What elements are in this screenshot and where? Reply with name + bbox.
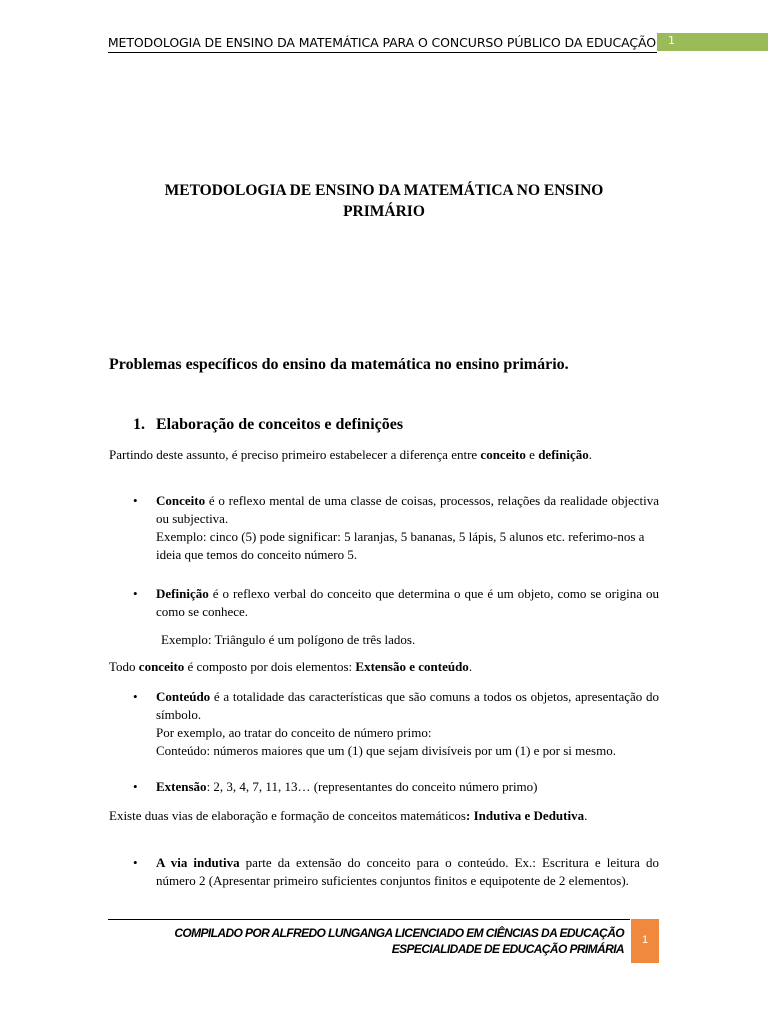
todo-text-e: . [468,659,473,674]
conteudo-example: Conteúdo: números maiores que um (1) que sejam divisíveis por um (1) e por si mesmo. [156,743,616,758]
todo-term-conceito: conceito [138,659,185,674]
footer-credit [0,925,624,957]
footer-divider [108,919,630,920]
intro-text-a: Partindo deste assunto, é preciso primeiro estabelecer a diferença entre [109,447,481,462]
extensao-text: : 2, 3, 4, 7, 11, 13… (representantes do conceito número primo) [206,779,538,794]
footer-line-1: COMPILADO POR ALFREDO LUNGANGA LICENCIADO EM CIÊNCIAS DA EDUCAÇÃO [174,926,624,940]
indutiva-text: parte da extensão do conceito para o conteúdo. Ex.: Escritura e leitura do número 2 (Apresentar primeiro suficientes conjuntos finitos e equipotente de 2 elementos). [156,855,659,888]
running-header: METODOLOGIA DE ENSINO DA MATEMÁTICA PARA O CONCURSO PÚBLICO DA EDUCAÇÃO [107,35,656,50]
indutiva-term: A via indutiva [156,855,240,870]
header-page-number: 1 [668,34,675,47]
bullet-conceito: • [133,493,138,508]
indutiva-definition [156,854,659,890]
vias-text-a: Existe duas vias de elaboração e formação de conceitos matemáticos [109,808,466,823]
conceito-term: Conceito [156,493,206,508]
definicao-term: Definição [156,586,209,601]
intro-term-definicao: definição [538,447,589,462]
footer-page-number: 1 [641,934,649,946]
conteudo-example-intro: Por exemplo, ao tratar do conceito de número primo: [156,725,432,740]
conteudo-definition [156,688,659,724]
conceito-example: Exemplo: cinco (5) pode significar: 5 laranjas, 5 bananas, 5 lápis, 5 alunos etc. referimo-nos a ideia que temos do conceito número 5. [156,529,645,562]
vias-paragraph [109,807,659,825]
document-title [100,180,668,222]
conceito-text: é o reflexo mental de uma classe de coisas, processos, relações da realidade objectiva ou subjectiva. [156,493,659,526]
conteudo-term: Conteúdo [156,689,211,704]
intro-paragraph [109,446,659,464]
todo-term-elements: Extensão e conteúdo [355,659,469,674]
definicao-definition [156,585,659,621]
vias-text-c: . [584,808,588,823]
todo-text-c: é composto por dois elementos: [184,659,356,674]
conteudo-text: é a totalidade das características que são comuns a todos os objetos, apresentação do símbolo. [156,689,659,722]
footer-page-badge [631,919,659,963]
extensao-definition [156,778,538,796]
bullet-conteudo: • [133,689,138,704]
document-subtitle: Problemas específicos do ensino da matemática no ensino primário. [109,356,569,373]
section-heading: Elaboração de conceitos e definições [156,416,404,433]
conceito-definition [156,492,659,528]
bullet-definicao: • [133,586,138,601]
definicao-text: é o reflexo verbal do conceito que determina o que é um objeto, como se origina ou como se conhece. [156,586,659,619]
vias-terms: : Indutiva e Dedutiva [466,808,585,823]
bullet-indutiva: • [133,855,138,870]
extensao-term: Extensão [156,779,207,794]
intro-text-c: e [525,447,539,462]
header-page-badge [657,33,768,51]
todo-text-a: Todo [109,659,139,674]
bullet-extensao: • [133,779,138,794]
header-divider [108,52,657,53]
section-number: 1. [133,416,145,433]
intro-text-e: . [588,447,592,462]
todo-conceito-paragraph [109,658,472,676]
intro-term-conceito: conceito [480,447,526,462]
footer-line-2: ESPECIALIDADE DE EDUCAÇÃO PRIMÁRIA [391,942,624,956]
definicao-example: Exemplo: Triângulo é um polígono de três lados. [161,632,416,647]
title-line-2: PRIMÁRIO [343,203,425,220]
title-line-1: METODOLOGIA DE ENSINO DA MATEMÁTICA NO ENSINO [164,182,604,199]
